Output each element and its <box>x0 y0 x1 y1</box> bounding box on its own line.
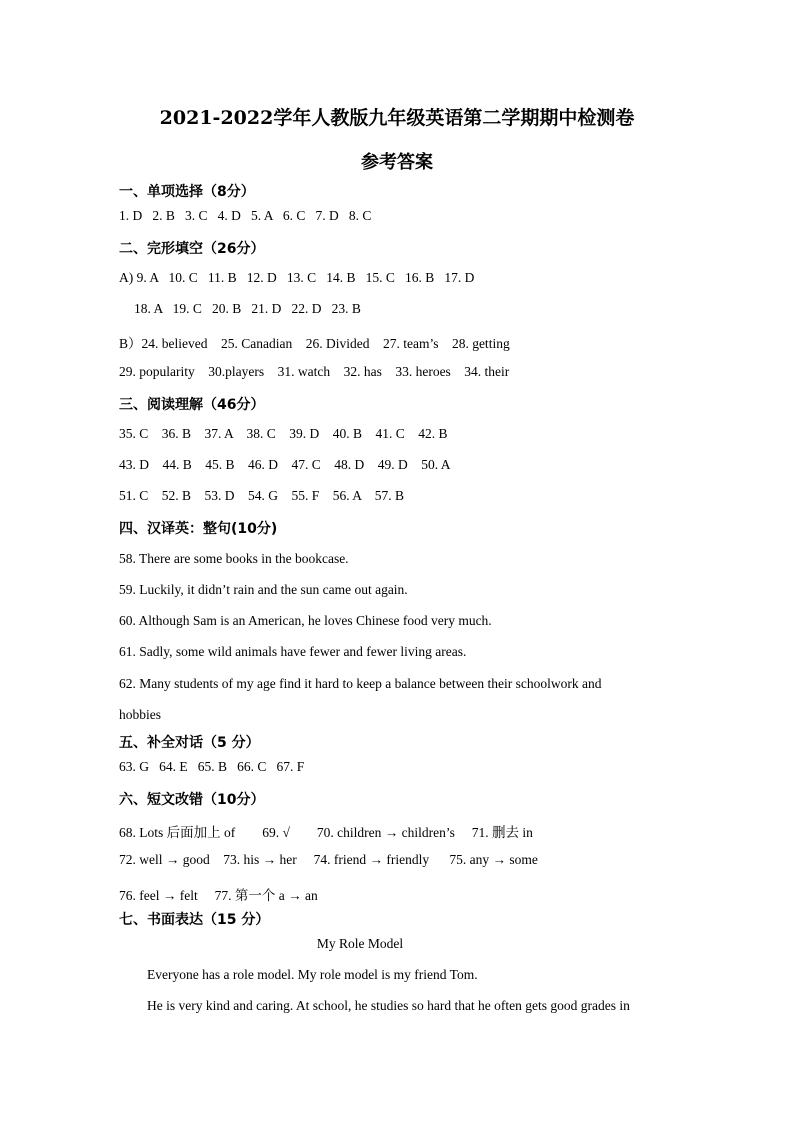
answer-line: 29. popularity 30.players 31. watch 32. has 33. heroes 34. their <box>119 364 510 379</box>
section-heading-cloze: 二、完形填空（26分） <box>119 241 265 257</box>
answer-line: 1. D 2. B 3. C 4. D 5. A 6. C 7. D 8. C <box>119 208 372 223</box>
answer-line: 59. Luckily, it didn’t rain and the sun came out again. <box>119 582 408 597</box>
section-heading-single-choice: 一、单项选择（8分） <box>119 184 255 200</box>
answer-line: 58. There are some books in the bookcase. <box>119 551 349 566</box>
answer-line: 63. G 64. E 65. B 66. C 67. F <box>119 759 305 774</box>
essay-title: My Role Model <box>316 936 404 951</box>
answer-line: A) 9. A 10. C 11. B 12. D 13. C 14. B 15. C 16. B 17. D <box>119 270 475 285</box>
answer-line: 62. Many students of my age find it hard to keep a balance between their schoolwork and <box>119 676 602 691</box>
section-heading-dialogue: 五、补全对话（5 分） <box>119 735 260 751</box>
essay-paragraph: He is very kind and caring. At school, he studies so hard that he often gets good grades in <box>147 998 630 1013</box>
section-heading-writing: 七、书面表达（15 分） <box>119 912 270 928</box>
answer-line: 35. C 36. B 37. A 38. C 39. D 40. B 41. C 42. B <box>119 426 448 441</box>
answer-line: 61. Sadly, some wild animals have fewer and fewer living areas. <box>119 644 467 659</box>
answer-line: 72. well → good 73. his → her 74. friend → friendly 75. any → some <box>119 852 538 867</box>
answer-line: 68. Lots 后面加上 of 69. √ 70. children → children’s 71. 删去 in <box>119 825 533 840</box>
answer-line: 60. Although Sam is an American, he loves Chinese food very much. <box>119 613 492 628</box>
answer-line: hobbies <box>119 707 161 722</box>
answer-line: 43. D 44. B 45. B 46. D 47. C 48. D 49. D 50. A <box>119 457 451 472</box>
answer-line: B）24. believed 25. Canadian 26. Divided 27. team’s 28. getting <box>119 336 510 351</box>
answer-line: 76. feel → felt 77. 第一个 a → an <box>119 888 318 903</box>
section-heading-translation: 四、汉译英：整句(10分) <box>119 521 278 537</box>
section-heading-reading: 三、阅读理解（46分） <box>119 397 265 413</box>
essay-paragraph: Everyone has a role model. My role model is my friend Tom. <box>147 967 478 982</box>
answer-line: 51. C 52. B 53. D 54. G 55. F 56. A 57. B <box>119 488 405 503</box>
page-title: 2021-2022学年人教版九年级英语第二学期期中检测卷 <box>159 107 635 129</box>
section-heading-error-correction: 六、短文改错（10分） <box>119 792 265 808</box>
answer-line: 18. A 19. C 20. B 21. D 22. D 23. B <box>134 301 361 316</box>
page-subtitle: 参考答案 <box>361 152 433 173</box>
